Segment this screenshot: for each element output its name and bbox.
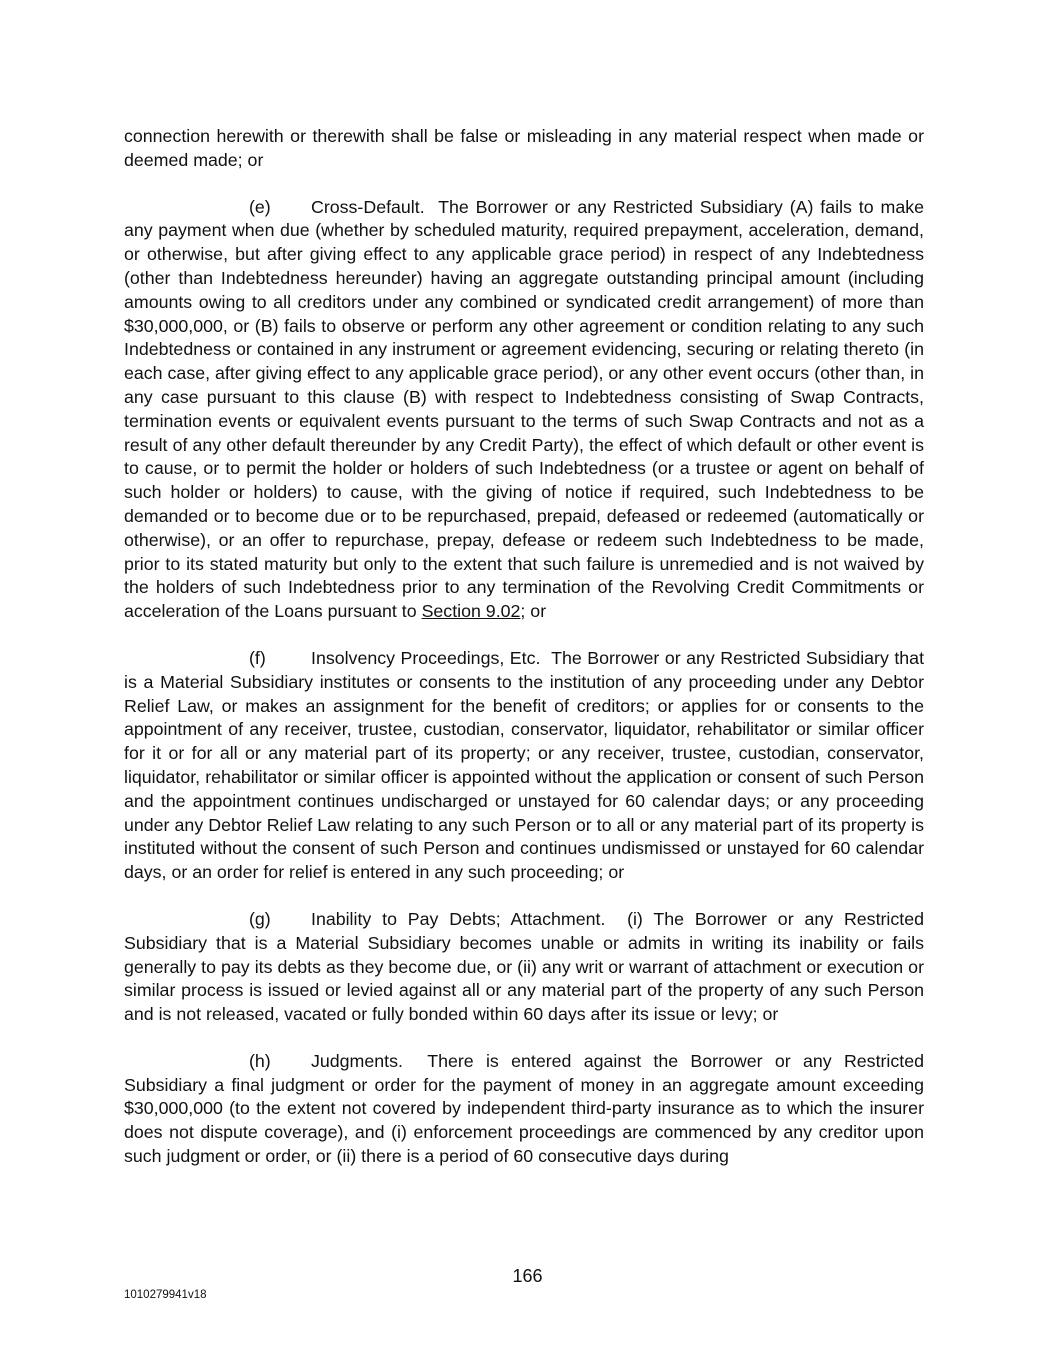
section-e-paragraph xyxy=(124,196,924,624)
section-h-text: There is entered against the Borrower or any Restricted Subsidiary a final judgment or order for the payment of money in an aggregate amount exceeding $30,000,000 (to the extent not covered by independent third-party insurance as to which the insurer does not dispute coverage), and (i) enforcement proceedings are commenced by any creditor upon such judgment or order, or (ii) there is a period of 60 consecutive days during xyxy=(124,1050,924,1167)
intro-paragraph: connection herewith or therewith shall be false or misleading in any material respect when made or deemed made; or xyxy=(124,126,924,170)
section-f-text: The Borrower or any Restricted Subsidiary that is a Material Subsidiary institutes or consents to the institution of any proceeding under any Debtor Relief Law, or makes an assignment for the benefit of creditors; or applies for or consents to the appointment of any receiver, trustee, custodian, conservator, liquidator, rehabilitator or similar officer for it or for all or any material part of its property; or any receiver, trustee, custodian, conservator, liquidator, rehabilitator or similar officer is appointed without the application or consent of such Person and the appointment continues undischarged or unstayed for 60 calendar days; or any proceeding under any Debtor Relief Law relating to any such Person or to all or any material part of its property is instituted without the consent of such Person and continues undismissed or unstayed for 60 calendar days, or an order for relief is entered in any such proceeding; or xyxy=(124,647,925,883)
section-h-heading: Judgments. xyxy=(311,1050,403,1071)
section-e-heading: Cross-Default. xyxy=(311,196,425,217)
document-id: 1010279941v18 xyxy=(124,1289,207,1301)
section-f-label: (f) xyxy=(249,647,266,668)
section-f-heading: Insolvency Proceedings, Etc. xyxy=(311,647,541,668)
section-e-label: (e) xyxy=(249,196,271,217)
document-body xyxy=(124,125,924,1169)
page-number: 166 xyxy=(512,1266,543,1286)
section-h-paragraph xyxy=(124,1050,924,1169)
section-f-paragraph xyxy=(124,647,924,885)
section-h-label: (h) xyxy=(249,1050,271,1071)
section-g-paragraph xyxy=(124,908,924,1027)
section-e-tail: ; or xyxy=(520,601,547,622)
section-g-label: (g) xyxy=(249,908,271,929)
section-e-text: The Borrower or any Restricted Subsidiary (A) fails to make any payment when due (whether by scheduled maturity, required prepayment, acceleration, demand, or otherwise, but after giving effect to any applicable grace period) in respect of any Indebtedness (other than Indebtedness hereunder) having an aggregate outstanding principal amount (including amounts owing to all creditors under any combined or syndicated credit arrangement) of more than $30,000,000, or (B) fails to observe or perform any other agreement or condition relating to any such Indebtedness or contained in any instrument or agreement evidencing, securing or relating thereto (in each case, after giving effect to any applicable grace period), or any other event occurs (other than, in any case pursuant to this clause (B) with respect to Indebtedness consisting of Swap Contracts, termination events or equivalent events pursuant to the terms of such Swap Contracts and not as a result of any other default thereunder by any Credit Party), the effect of which default or other event is to cause, or to permit the holder or holders of such Indebtedness (or a trustee or agent on behalf of such holder or holders) to cause, with the giving of notice if required, such Indebtedness to be demanded or to become due or to be repurchased, prepaid, defeased or redeemed (automatically or otherwise), or an offer to repurchase, prepay, defease or redeem such Indebtedness to be made, prior to its stated maturity but only to the extent that such failure is unremedied and is not waived by the holders of such Indebtedness prior to any termination of the Revolving Credit Commitments or acceleration of the Loans pursuant to xyxy=(124,196,924,622)
section-g-text: (i) The Borrower or any Restricted Subsidiary that is a Material Subsidiary becomes unable or admits in writing its inability or fails generally to pay its debts as they become due, or (ii) any writ or warrant of attachment or execution or similar process is issued or levied against all or any material part of the property of any such Person and is not released, vacated or fully bonded within 60 days after its issue or levy; or xyxy=(124,908,924,1025)
section-9-02-link[interactable]: Section 9.02 xyxy=(421,601,521,622)
section-g-heading: Inability to Pay Debts; Attachment. xyxy=(311,908,606,929)
